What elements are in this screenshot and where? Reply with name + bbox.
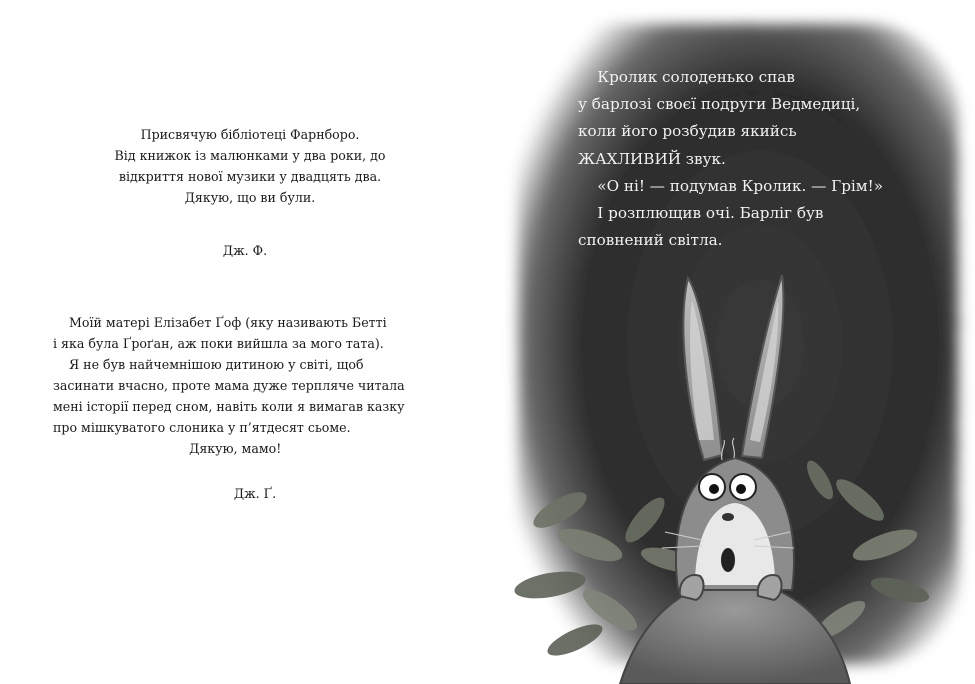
story-text [578, 64, 958, 254]
dedication-line: засинати вчасно, проте мама дуже терпляче читала [53, 378, 405, 393]
signature-dj-f: Дж. Ф. [222, 243, 268, 258]
dedication-line: Моїй матері Елізабет Ґоф (яку називають Бетті [53, 315, 387, 330]
dedication-line: Дякую, мамо! [53, 441, 282, 456]
rabbit-nose [722, 513, 734, 521]
dedication-line: Присвячую бібліотеці Фарнборо. [140, 127, 360, 142]
story-line: Кролик солоденько спав [578, 68, 795, 86]
dedication-line: і яка була Ґроґан, аж поки вийшла за мого тата). [53, 336, 384, 351]
dedication-line: мені історії перед сном, навіть коли я вимагав казку [53, 399, 405, 414]
dedication-line: Я не був найчемнішою дитиною у світі, щоб [53, 357, 364, 372]
dedication-line: Дякую, що ви були. [184, 190, 316, 205]
story-line: коли його розбудив якийсь [578, 122, 797, 141]
dedication-line: Від книжок із малюнками у два роки, до [114, 148, 386, 163]
story-line: сповнений світла. [578, 231, 723, 250]
rabbit-mouth [721, 548, 735, 572]
dedication-line: про мішкуватого слоника у п’ятдесят сьоме. [53, 420, 351, 435]
story-line: І розплющив очі. Барліг був [578, 204, 824, 223]
dedication-farnborough [90, 124, 410, 208]
right-page [490, 0, 975, 684]
story-line: у барлозі своєї подруги Ведмедиці, [578, 95, 861, 114]
signature-dj-g: Дж. Ґ. [233, 486, 277, 501]
story-line: ЖАХЛИВИЙ звук. [578, 149, 726, 168]
dedication-line: відкриття нової музики у двадцять два. [118, 169, 382, 184]
dedication-mother [53, 312, 438, 459]
story-line: «О ні! — подумав Кролик. — Грім!» [578, 176, 884, 195]
